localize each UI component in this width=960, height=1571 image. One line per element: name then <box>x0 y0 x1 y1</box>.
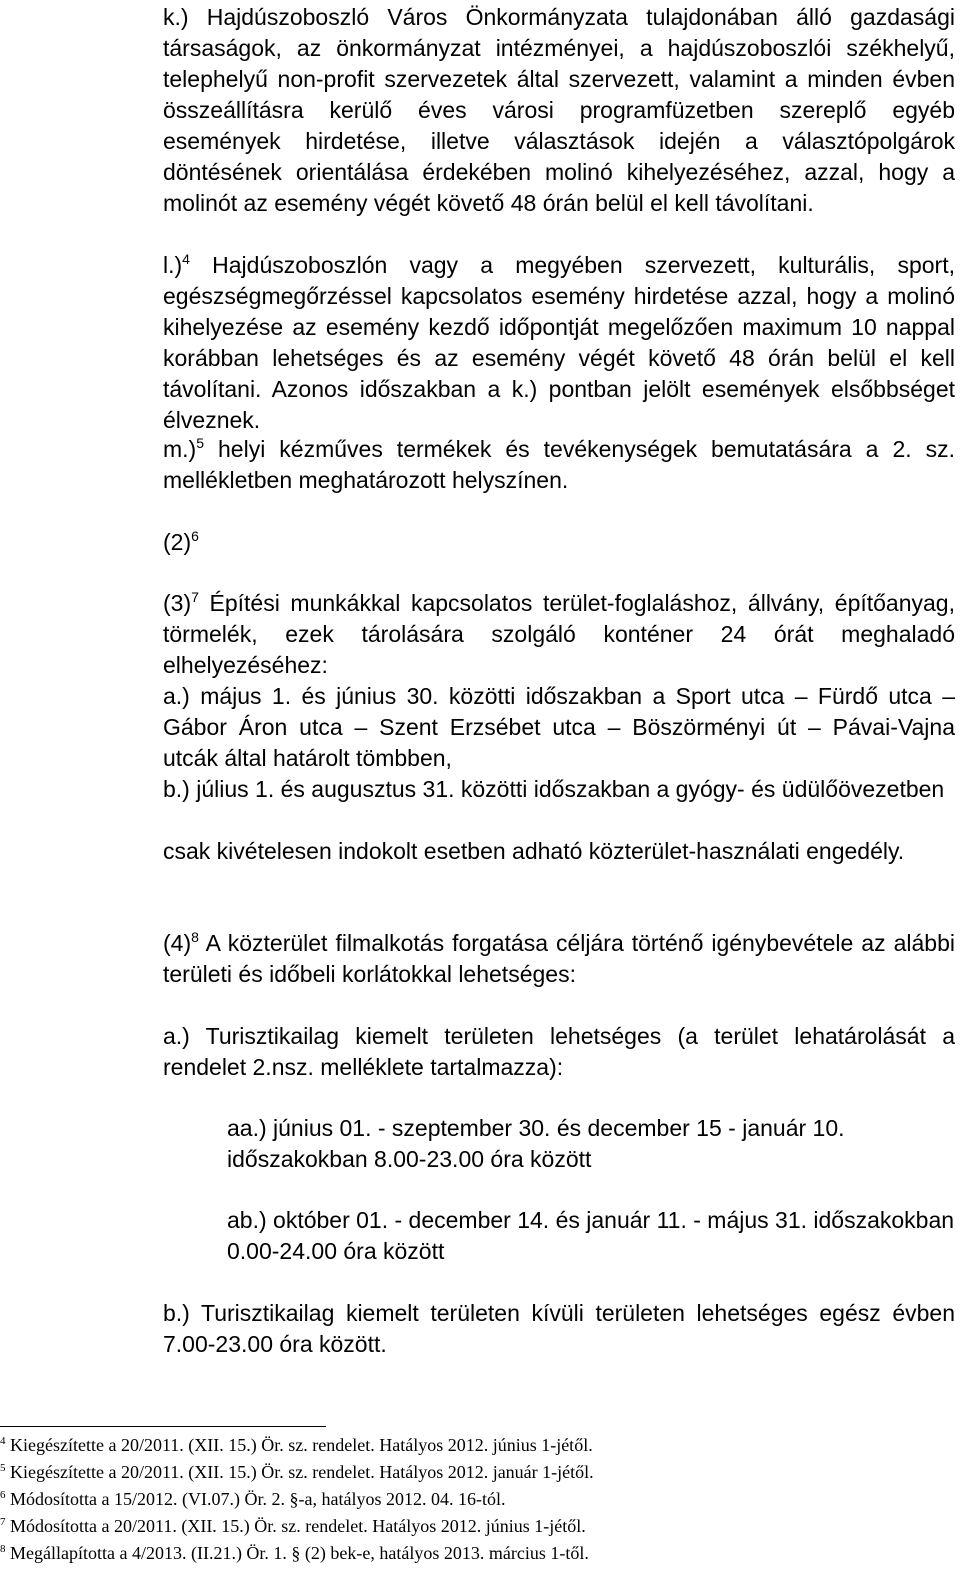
footnote-7 <box>0 1513 960 1540</box>
footnote-number: 5 <box>0 1462 6 1474</box>
footnote-number: 8 <box>0 1543 6 1555</box>
footnote-text: Kiegészítette a 20/2011. (XII. 15.) Ör. sz. rendelet. Hatályos 2012. január 1-jétől. <box>5 1462 594 1482</box>
footnote-number: 6 <box>0 1489 6 1501</box>
footnote-text: Módosította a 15/2012. (VI.07.) Ör. 2. §-a, hatályos 2012. 04. 16-tól. <box>5 1489 506 1509</box>
section-4-item-b: b.) Turisztikailag kiemelt területen kívüli területen lehetséges egész évben 7.00-23.00 óra között. <box>163 1300 955 1357</box>
footnote-ref-4[interactable]: 4 <box>182 251 190 267</box>
section-4-item-aa: aa.) június 01. - szeptember 30. és december 15 - január 10. időszakokban 8.00-23.00 óra között <box>227 1115 845 1172</box>
section-3-item-b: b.) július 1. és augusztus 31. közötti időszakban a gyógy- és üdülőövezetben <box>163 776 945 802</box>
item-l-prefix: l.) <box>163 252 183 278</box>
section-4-label: (4) <box>163 930 192 956</box>
section-3-item-a: a.) május 1. és június 30. közötti időszakban a Sport utca – Fürdő utca – Gábor Áron utca – Szent Erzsébet utca – Böszörményi út – Pávai-Vajna utcák által határolt tömbben, <box>163 683 955 771</box>
item-l <box>163 250 955 436</box>
footnote-number: 4 <box>0 1435 6 1447</box>
item-k: k.) Hajdúszoboszló Város Önkormányzata tulajdonában álló gazdasági társaságok, az önkormányzat intézményei, a hajdúszoboszlói székhelyű, telephelyű non-profit szervezetek által szervezett, valamint a minden évben összeállításra kerülő éves városi programfüzetben szereplő egyéb események hirdetése, illetve választások idején a választópolgárok döntésének orientálása érdekében molinó kihelyezéséhez, azzal, hogy a molinót az esemény végét követő 48 órán belül el kell távolítani. <box>163 4 955 216</box>
footnote-divider <box>0 1426 326 1427</box>
footnote-ref-5[interactable]: 5 <box>196 435 205 451</box>
footnote-text: Kiegészítette a 20/2011. (XII. 15.) Ör. sz. rendelet. Hatályos 2012. június 1-jétől. <box>5 1435 593 1455</box>
footnote-ref-6[interactable]: 6 <box>191 528 199 544</box>
footnote-ref-7[interactable]: 7 <box>191 589 199 605</box>
footnote-text: Megállapította a 4/2013. (II.21.) Ör. 1. § (2) bek-e, hatályos 2013. március 1-től. <box>5 1543 589 1563</box>
section-4-item-a: a.) Turisztikailag kiemelt területen lehetséges (a terület lehatárolását a rendelet 2.nsz. melléklete tartalmazza): <box>163 1023 955 1080</box>
section-3-text: Építési munkákkal kapcsolatos terület-foglaláshoz, állvány, építőanyag, törmelék, ezek tárolására szolgáló konténer 24 órát meghaladó elhelyezéséhez: <box>163 590 955 678</box>
section-3-label: (3) <box>163 590 192 616</box>
section-2-heading <box>163 527 955 558</box>
footnote-ref-8[interactable]: 8 <box>191 929 199 945</box>
item-m-text: helyi kézműves termékek és tevékenységek bemutatására a 2. sz. mellékletben meghatározott helyszínen. <box>163 436 955 493</box>
footnote-5 <box>0 1459 960 1486</box>
item-l-text: Hajdúszoboszlón vagy a megyében szervezett, kulturális, sport, egészségmegőrzéssel kapcsolatos esemény hirdetése azzal, hogy a molinó kihelyezése az esemény kezdő időpontját megelőzően maximum 10 nappal korábban lehetséges és az esemény végét követő 48 órán belül el kell távolítani. Azonos időszakban a k.) pontban jelölt események elsőbbséget élveznek. <box>163 252 955 433</box>
footnote-8 <box>0 1540 960 1567</box>
footnote-number: 7 <box>0 1516 6 1528</box>
footnotes <box>0 1432 960 1567</box>
footnote-6 <box>0 1486 960 1513</box>
item-m <box>163 434 955 496</box>
footnote-text: Módosította a 20/2011. (XII. 15.) Ör. sz. rendelet. Hatályos 2012. június 1-jétől. <box>5 1516 586 1536</box>
section-2-label: (2) <box>163 529 192 555</box>
footnote-4 <box>0 1432 960 1459</box>
section-4-item-ab: ab.) október 01. - december 14. és január 11. - május 31. időszakokban 0.00-24.00 óra között <box>227 1207 955 1264</box>
item-m-prefix: m.) <box>163 436 197 462</box>
section-3-conclusion: csak kivételesen indokolt esetben adható közterület-használati engedély. <box>163 838 905 864</box>
section-4-text: A közterület filmalkotás forgatása céljára történő igénybevétele az alábbi területi és időbeli korlátokkal lehetséges: <box>163 930 955 987</box>
section-4 <box>163 928 955 990</box>
section-3 <box>163 588 955 681</box>
